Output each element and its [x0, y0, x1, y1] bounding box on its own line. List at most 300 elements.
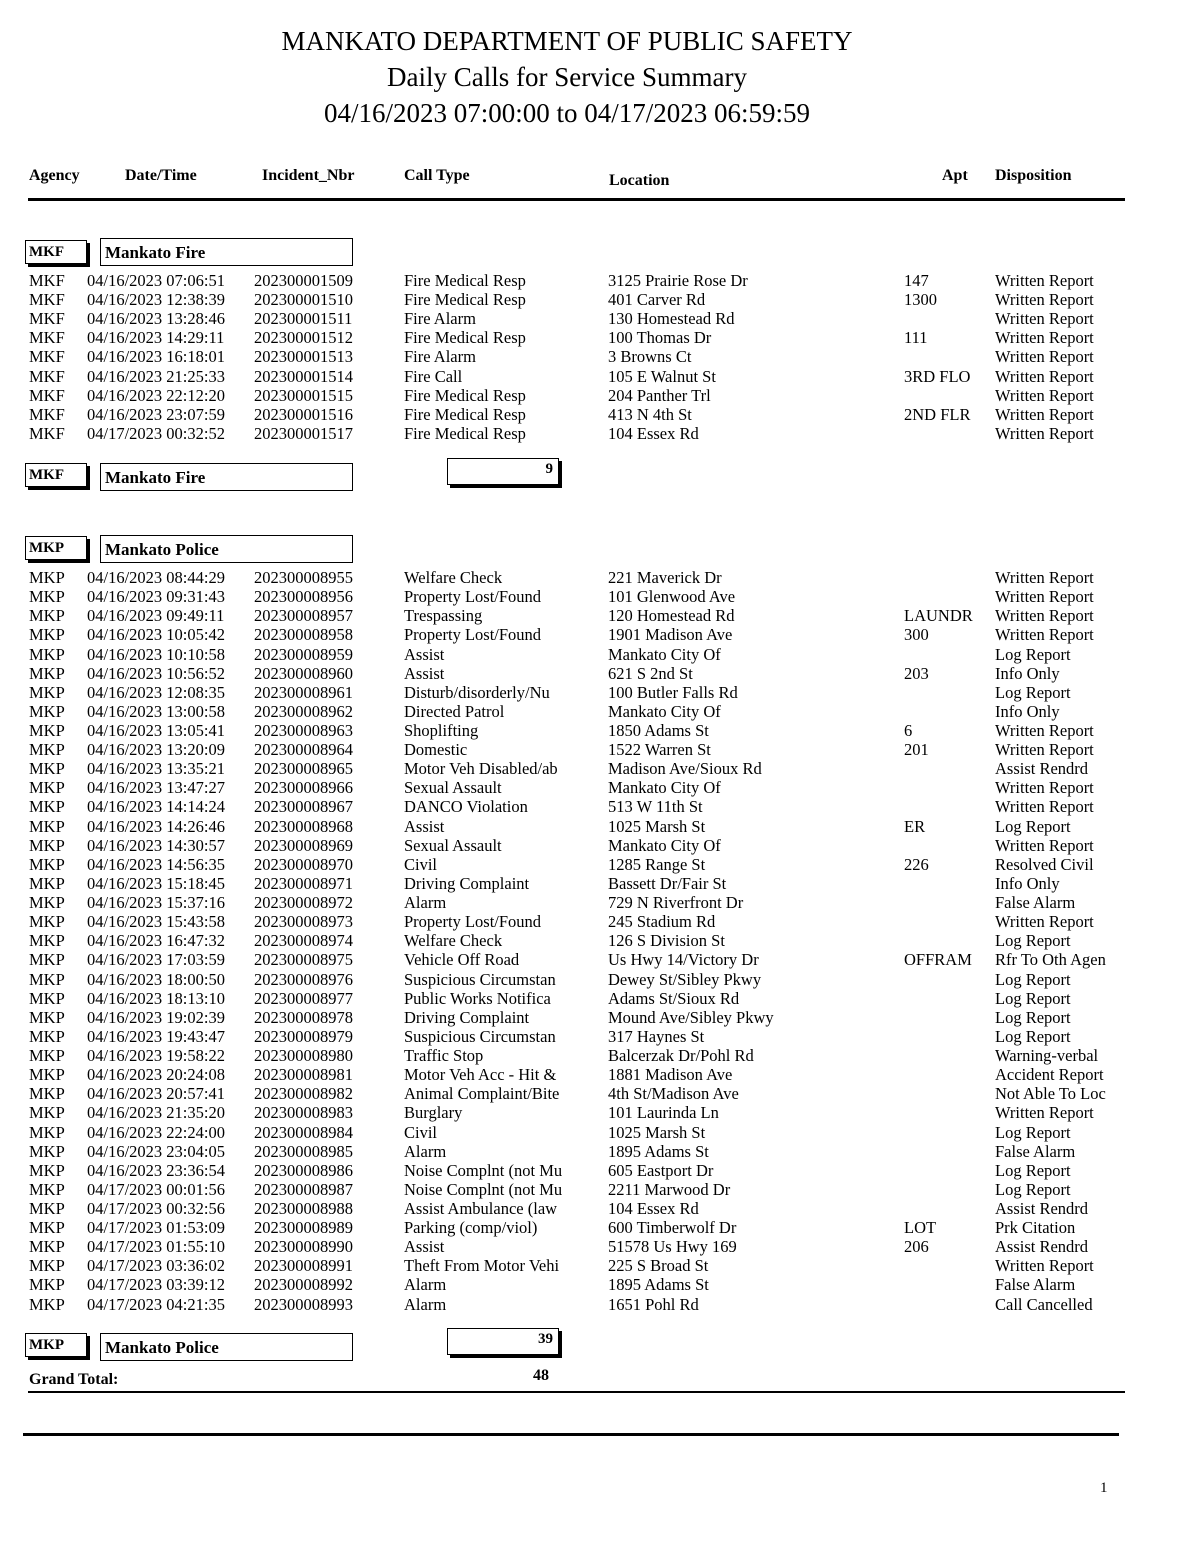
- fire-agency-name-box: Mankato Fire: [100, 238, 353, 266]
- calltype-cell: Suspicious Circumstan: [404, 969, 556, 989]
- incident-cell: 202300008993: [254, 1294, 353, 1314]
- calltype-cell: Welfare Check: [404, 931, 503, 951]
- col-apt-header: Apt: [942, 167, 968, 184]
- location-cell: 729 N Riverfront Dr: [608, 893, 744, 912]
- calltype-cell: Motor Veh Acc - Hit &: [404, 1065, 557, 1085]
- agency-cell: MKF: [29, 271, 65, 290]
- calltype-cell: Assist: [404, 663, 445, 683]
- calltype-cell: Motor Veh Disabled/ab: [404, 759, 558, 779]
- location-cell: 3125 Prairie Rose Dr: [608, 271, 748, 290]
- agency-cell: MKP: [29, 759, 65, 779]
- incident-cell: 202300001515: [254, 385, 353, 405]
- location-cell: 3 Browns Ct: [608, 347, 692, 367]
- apt-cell: 3RD FLO: [904, 366, 971, 386]
- table-row: [0, 1256, 1130, 1275]
- fire-count-box: 9: [447, 458, 559, 485]
- datetime-cell: 04/16/2023 18:13:10: [87, 988, 225, 1008]
- datetime-cell: 04/16/2023 13:35:21: [87, 759, 225, 779]
- incident-cell: 202300008969: [254, 835, 353, 855]
- location-cell: Dewey St/Sibley Pkwy: [608, 969, 762, 989]
- apt-cell: 6: [904, 721, 913, 740]
- disposition-cell: Log Report: [995, 682, 1071, 702]
- incident-cell: 202300008974: [254, 931, 353, 951]
- agency-cell: MKP: [29, 950, 65, 970]
- location-cell: 401 Carver Rd: [608, 290, 706, 310]
- incident-cell: 202300001516: [254, 404, 353, 424]
- disposition-cell: Prk Citation: [995, 1218, 1076, 1238]
- disposition-cell: Assist Rendrd: [995, 1237, 1089, 1257]
- table-row: [0, 950, 1130, 969]
- agency-cell: MKP: [29, 912, 65, 932]
- calltype-cell: Alarm: [404, 1275, 447, 1295]
- incident-cell: 202300008971: [254, 873, 353, 893]
- page-number: 1: [1100, 1480, 1108, 1496]
- table-row: [0, 1008, 1130, 1027]
- calltype-cell: Fire Medical Resp: [404, 404, 526, 424]
- datetime-cell: 04/16/2023 21:35:20: [87, 1103, 225, 1123]
- agency-cell: MKP: [29, 1007, 65, 1027]
- calltype-cell: Traffic Stop: [404, 1046, 484, 1065]
- disposition-cell: Log Report: [995, 988, 1071, 1008]
- location-cell: 4th St/Madison Ave: [608, 1084, 739, 1104]
- incident-cell: 202300008991: [254, 1256, 353, 1276]
- disposition-cell: Written Report: [995, 1103, 1094, 1123]
- calltype-cell: Civil: [404, 1122, 438, 1142]
- table-row: [0, 874, 1130, 893]
- agency-cell: MKF: [29, 328, 65, 348]
- agency-cell: MKF: [29, 385, 65, 405]
- apt-cell: 111: [904, 328, 928, 348]
- incident-cell: 202300008990: [254, 1237, 353, 1257]
- agency-cell: MKP: [29, 587, 65, 607]
- disposition-cell: Log Report: [995, 816, 1071, 836]
- incident-cell: 202300008992: [254, 1275, 353, 1295]
- datetime-cell: 04/16/2023 14:56:35: [87, 854, 225, 874]
- datetime-cell: 04/16/2023 20:24:08: [87, 1065, 225, 1085]
- table-row: [0, 989, 1130, 1008]
- calltype-cell: Fire Medical Resp: [404, 328, 526, 348]
- incident-cell: 202300001514: [254, 366, 353, 386]
- table-row: [0, 912, 1130, 931]
- datetime-cell: 04/16/2023 13:47:27: [87, 778, 225, 798]
- calltype-cell: Vehicle Off Road: [404, 950, 520, 970]
- col-calltype-header: Call Type: [404, 167, 470, 184]
- agency-cell: MKF: [29, 347, 65, 367]
- incident-cell: 202300008955: [254, 568, 353, 587]
- disposition-cell: Resolved Civil: [995, 854, 1094, 874]
- disposition-cell: Info Only: [995, 873, 1060, 893]
- disposition-cell: Written Report: [995, 912, 1094, 932]
- disposition-cell: Rfr To Oth Agen: [995, 950, 1106, 970]
- table-row: [0, 759, 1130, 778]
- agency-cell: MKP: [29, 778, 65, 798]
- disposition-cell: Written Report: [995, 271, 1094, 290]
- table-row: [0, 721, 1130, 740]
- disposition-cell: Log Report: [995, 969, 1071, 989]
- apt-cell: 201: [904, 740, 929, 760]
- incident-cell: 202300008976: [254, 969, 353, 989]
- table-row: [0, 1103, 1130, 1122]
- datetime-cell: 04/17/2023 01:55:10: [87, 1237, 225, 1257]
- datetime-cell: 04/16/2023 14:26:46: [87, 816, 225, 836]
- incident-cell: 202300001509: [254, 271, 353, 290]
- location-cell: 221 Maverick Dr: [608, 568, 722, 587]
- datetime-cell: 04/16/2023 22:12:20: [87, 385, 225, 405]
- incident-cell: 202300008980: [254, 1046, 353, 1065]
- calltype-cell: Fire Alarm: [404, 309, 476, 329]
- table-row: [0, 855, 1130, 874]
- disposition-cell: Log Report: [995, 1026, 1071, 1046]
- datetime-cell: 04/16/2023 13:00:58: [87, 701, 225, 721]
- fire-footer-code-box: MKF: [25, 463, 87, 487]
- location-cell: 101 Glenwood Ave: [608, 587, 736, 607]
- table-row: [0, 1084, 1130, 1103]
- calltype-cell: Sexual Assault: [404, 835, 502, 855]
- incident-cell: 202300008989: [254, 1218, 353, 1238]
- apt-cell: ER: [904, 816, 926, 836]
- agency-cell: MKP: [29, 1122, 65, 1142]
- disposition-cell: Info Only: [995, 701, 1060, 721]
- apt-cell: 2ND FLR: [904, 404, 971, 424]
- disposition-cell: Log Report: [995, 1160, 1071, 1180]
- calltype-cell: Civil: [404, 854, 438, 874]
- incident-cell: 202300008962: [254, 701, 353, 721]
- incident-cell: 202300008975: [254, 950, 353, 970]
- calltype-cell: Animal Complaint/Bite: [404, 1084, 560, 1104]
- report-date-range: 04/16/2023 07:00:00 to 04/17/2023 06:59:59: [323, 98, 810, 128]
- disposition-cell: Written Report: [995, 309, 1094, 329]
- calltype-cell: Driving Complaint: [404, 1007, 530, 1027]
- agency-cell: MKP: [29, 1179, 65, 1199]
- location-cell: 1651 Pohl Rd: [608, 1294, 699, 1314]
- police-agency-code-box: MKP: [25, 536, 87, 560]
- calltype-cell: Fire Medical Resp: [404, 290, 526, 310]
- incident-cell: 202300008960: [254, 663, 353, 683]
- agency-cell: MKF: [29, 423, 65, 443]
- agency-cell: MKP: [29, 893, 65, 912]
- fire-agency-code-box: MKF: [25, 240, 87, 264]
- datetime-cell: 04/16/2023 15:18:45: [87, 873, 225, 893]
- location-cell: 600 Timberwolf Dr: [608, 1218, 737, 1238]
- grand-total-value: 48: [533, 1367, 549, 1384]
- incident-cell: 202300008968: [254, 816, 353, 836]
- calltype-cell: Fire Medical Resp: [404, 385, 526, 405]
- agency-cell: MKP: [29, 644, 65, 664]
- location-cell: 105 E Walnut St: [608, 366, 716, 386]
- table-row: [0, 367, 1130, 386]
- calltype-cell: Noise Complnt (not Mu: [404, 1160, 563, 1180]
- grand-total-rule: [28, 1391, 1125, 1393]
- agency-cell: MKP: [29, 797, 65, 817]
- agency-cell: MKP: [29, 1256, 65, 1276]
- disposition-cell: Written Report: [995, 404, 1094, 424]
- incident-cell: 202300008957: [254, 606, 353, 626]
- agency-cell: MKP: [29, 1275, 65, 1295]
- agency-cell: MKF: [29, 290, 65, 310]
- calltype-cell: Theft From Motor Vehi: [404, 1256, 560, 1276]
- agency-cell: MKP: [29, 931, 65, 951]
- incident-cell: 202300008972: [254, 893, 353, 912]
- agency-cell: MKP: [29, 854, 65, 874]
- datetime-cell: 04/16/2023 12:08:35: [87, 682, 225, 702]
- disposition-cell: False Alarm: [995, 1275, 1076, 1295]
- location-cell: 126 S Division St: [608, 931, 725, 951]
- location-cell: 101 Laurinda Ln: [608, 1103, 719, 1123]
- disposition-cell: Accident Report: [995, 1065, 1104, 1085]
- agency-cell: MKP: [29, 1084, 65, 1104]
- disposition-cell: Written Report: [995, 797, 1094, 817]
- apt-cell: 226: [904, 854, 929, 874]
- location-cell: 245 Stadium Rd: [608, 912, 716, 932]
- agency-cell: MKP: [29, 682, 65, 702]
- location-cell: 104 Essex Rd: [608, 423, 699, 443]
- datetime-cell: 04/16/2023 13:28:46: [87, 309, 225, 329]
- datetime-cell: 04/16/2023 12:38:39: [87, 290, 225, 310]
- agency-cell: MKP: [29, 1294, 65, 1314]
- agency-cell: MKF: [29, 366, 65, 386]
- table-row: [0, 1218, 1130, 1237]
- grand-total-label: Grand Total:: [29, 1371, 119, 1388]
- col-location-header: Location: [609, 172, 670, 189]
- table-row: [0, 645, 1130, 664]
- incident-cell: 202300008988: [254, 1199, 353, 1218]
- agency-cell: MKP: [29, 721, 65, 740]
- col-incident-header: Incident_Nbr: [262, 167, 355, 184]
- incident-cell: 202300001511: [254, 309, 353, 329]
- agency-cell: MKP: [29, 816, 65, 836]
- calltype-cell: Trespassing: [404, 606, 483, 626]
- apt-cell: OFFRAM: [904, 950, 972, 970]
- agency-cell: MKP: [29, 663, 65, 683]
- location-cell: 104 Essex Rd: [608, 1199, 699, 1218]
- table-row: [0, 1161, 1130, 1180]
- table-row: [0, 309, 1130, 328]
- location-cell: 1895 Adams St: [608, 1275, 709, 1295]
- table-row: [0, 271, 1130, 290]
- table-row: [0, 1275, 1130, 1294]
- incident-cell: 202300008979: [254, 1026, 353, 1046]
- disposition-cell: Log Report: [995, 644, 1071, 664]
- datetime-cell: 04/16/2023 19:58:22: [87, 1046, 225, 1065]
- datetime-cell: 04/17/2023 01:53:09: [87, 1218, 225, 1238]
- datetime-cell: 04/16/2023 15:37:16: [87, 893, 225, 912]
- location-cell: Mankato City Of: [608, 701, 721, 721]
- table-row: [0, 683, 1130, 702]
- location-cell: Mankato City Of: [608, 778, 721, 798]
- calltype-cell: Parking (comp/viol): [404, 1218, 538, 1238]
- incident-cell: 202300008982: [254, 1084, 353, 1104]
- datetime-cell: 04/17/2023 00:01:56: [87, 1179, 225, 1199]
- datetime-cell: 04/16/2023 14:29:11: [87, 328, 225, 348]
- apt-cell: 147: [904, 271, 929, 290]
- table-row: [0, 386, 1130, 405]
- incident-cell: 202300001512: [254, 328, 353, 348]
- incident-cell: 202300008986: [254, 1160, 353, 1180]
- datetime-cell: 04/16/2023 21:25:33: [87, 366, 225, 386]
- disposition-cell: Written Report: [995, 423, 1094, 443]
- table-row: [0, 424, 1130, 443]
- datetime-cell: 04/16/2023 20:57:41: [87, 1084, 225, 1104]
- datetime-cell: 04/16/2023 15:43:58: [87, 912, 225, 932]
- location-cell: 1850 Adams St: [608, 721, 709, 740]
- agency-cell: MKP: [29, 1065, 65, 1085]
- datetime-cell: 04/16/2023 23:07:59: [87, 404, 225, 424]
- disposition-cell: Assist Rendrd: [995, 1199, 1089, 1218]
- table-row: [0, 568, 1130, 587]
- table-row: [0, 328, 1130, 347]
- calltype-cell: Property Lost/Found: [404, 625, 542, 645]
- table-row: [0, 702, 1130, 721]
- datetime-cell: 04/17/2023 03:36:02: [87, 1256, 225, 1276]
- police-agency-name-box: Mankato Police: [100, 535, 353, 563]
- disposition-cell: Warning-verbal: [995, 1046, 1099, 1065]
- calltype-cell: DANCO Violation: [404, 797, 528, 817]
- disposition-cell: Written Report: [995, 587, 1094, 607]
- datetime-cell: 04/16/2023 10:05:42: [87, 625, 225, 645]
- disposition-cell: Written Report: [995, 740, 1094, 760]
- col-datetime-header: Date/Time: [125, 167, 197, 184]
- calltype-cell: Alarm: [404, 1141, 447, 1161]
- page-bottom-rule: [23, 1433, 1119, 1436]
- table-row: [0, 625, 1130, 644]
- location-cell: 2211 Marwood Dr: [608, 1179, 731, 1199]
- incident-cell: 202300008965: [254, 759, 353, 779]
- location-cell: Mankato City Of: [608, 835, 721, 855]
- calltype-cell: Fire Medical Resp: [404, 423, 526, 443]
- datetime-cell: 04/16/2023 09:49:11: [87, 606, 225, 626]
- datetime-cell: 04/16/2023 10:10:58: [87, 644, 225, 664]
- agency-cell: MKP: [29, 873, 65, 893]
- calltype-cell: Public Works Notifica: [404, 988, 551, 1008]
- agency-cell: MKP: [29, 969, 65, 989]
- police-footer-code-box: MKP: [25, 1333, 87, 1357]
- report-title: MANKATO DEPARTMENT OF PUBLIC SAFETY: [281, 26, 853, 56]
- datetime-cell: 04/16/2023 18:00:50: [87, 969, 225, 989]
- calltype-cell: Fire Call: [404, 366, 463, 386]
- disposition-cell: Written Report: [995, 347, 1094, 367]
- datetime-cell: 04/16/2023 23:04:05: [87, 1141, 225, 1161]
- table-row: [0, 1295, 1130, 1314]
- disposition-cell: Log Report: [995, 931, 1071, 951]
- disposition-cell: Written Report: [995, 721, 1094, 740]
- table-row: [0, 931, 1130, 950]
- location-cell: Madison Ave/Sioux Rd: [608, 759, 762, 779]
- incident-cell: 202300008978: [254, 1007, 353, 1027]
- agency-cell: MKP: [29, 988, 65, 1008]
- location-cell: Bassett Dr/Fair St: [608, 873, 727, 893]
- table-row: [0, 347, 1130, 366]
- calltype-cell: Noise Complnt (not Mu: [404, 1179, 563, 1199]
- location-cell: 1285 Range St: [608, 854, 706, 874]
- disposition-cell: Log Report: [995, 1007, 1071, 1027]
- disposition-cell: False Alarm: [995, 1141, 1076, 1161]
- agency-cell: MKP: [29, 606, 65, 626]
- datetime-cell: 04/16/2023 09:31:43: [87, 587, 225, 607]
- location-cell: Us Hwy 14/Victory Dr: [608, 950, 759, 970]
- disposition-cell: Written Report: [995, 606, 1094, 626]
- disposition-cell: Log Report: [995, 1179, 1071, 1199]
- datetime-cell: 04/16/2023 13:20:09: [87, 740, 225, 760]
- calltype-cell: Assist Ambulance (law: [404, 1199, 558, 1218]
- calltype-cell: Alarm: [404, 1294, 447, 1314]
- disposition-cell: Written Report: [995, 625, 1094, 645]
- incident-cell: 202300008958: [254, 625, 353, 645]
- apt-cell: 1300: [904, 290, 937, 310]
- location-cell: Mankato City Of: [608, 644, 721, 664]
- table-row: [0, 405, 1130, 424]
- disposition-cell: Written Report: [995, 778, 1094, 798]
- location-cell: 1881 Madison Ave: [608, 1065, 733, 1085]
- location-cell: 51578 Us Hwy 169: [608, 1237, 737, 1257]
- calltype-cell: Burglary: [404, 1103, 463, 1123]
- disposition-cell: Written Report: [995, 568, 1094, 587]
- location-cell: 605 Eastport Dr: [608, 1160, 714, 1180]
- police-count-box: 39: [447, 1328, 559, 1355]
- table-row: [0, 1065, 1130, 1084]
- disposition-cell: Written Report: [995, 1256, 1094, 1276]
- calltype-cell: Property Lost/Found: [404, 912, 542, 932]
- apt-cell: LOT: [904, 1218, 937, 1238]
- table-row: [0, 778, 1130, 797]
- agency-cell: MKP: [29, 568, 65, 587]
- agency-cell: MKP: [29, 1026, 65, 1046]
- incident-cell: 202300008981: [254, 1065, 353, 1085]
- agency-cell: MKP: [29, 625, 65, 645]
- datetime-cell: 04/16/2023 23:36:54: [87, 1160, 225, 1180]
- disposition-cell: False Alarm: [995, 893, 1076, 912]
- incident-cell: 202300008961: [254, 682, 353, 702]
- apt-cell: 300: [904, 625, 929, 645]
- location-cell: Adams St/Sioux Rd: [608, 988, 740, 1008]
- agency-cell: MKP: [29, 1046, 65, 1065]
- agency-cell: MKP: [29, 701, 65, 721]
- table-row: [0, 1180, 1130, 1199]
- incident-cell: 202300008959: [254, 644, 353, 664]
- disposition-cell: Info Only: [995, 663, 1060, 683]
- incident-cell: 202300008956: [254, 587, 353, 607]
- apt-cell: 206: [904, 1237, 929, 1257]
- report-subtitle: Daily Calls for Service Summary: [387, 62, 747, 92]
- apt-cell: LAUNDR: [904, 606, 973, 626]
- datetime-cell: 04/16/2023 19:02:39: [87, 1007, 225, 1027]
- calltype-cell: Sexual Assault: [404, 778, 502, 798]
- table-row: [0, 893, 1130, 912]
- location-cell: 413 N 4th St: [608, 404, 692, 424]
- datetime-cell: 04/16/2023 17:03:59: [87, 950, 225, 970]
- table-row: [0, 1199, 1130, 1218]
- col-agency-header: Agency: [29, 167, 80, 184]
- location-cell: 1901 Madison Ave: [608, 625, 733, 645]
- calltype-cell: Driving Complaint: [404, 873, 530, 893]
- location-cell: 100 Butler Falls Rd: [608, 682, 738, 702]
- datetime-cell: 04/17/2023 03:39:12: [87, 1275, 225, 1295]
- calltype-cell: Fire Medical Resp: [404, 271, 526, 290]
- agency-cell: MKP: [29, 1237, 65, 1257]
- location-cell: 130 Homestead Rd: [608, 309, 735, 329]
- location-cell: 1895 Adams St: [608, 1141, 709, 1161]
- location-cell: 1025 Marsh St: [608, 816, 706, 836]
- location-cell: 1025 Marsh St: [608, 1122, 706, 1142]
- agency-cell: MKP: [29, 835, 65, 855]
- location-cell: 621 S 2nd St: [608, 663, 693, 683]
- table-row: [0, 970, 1130, 989]
- calltype-cell: Suspicious Circumstan: [404, 1026, 556, 1046]
- calltype-cell: Assist: [404, 644, 445, 664]
- location-cell: Balcerzak Dr/Pohl Rd: [608, 1046, 754, 1065]
- datetime-cell: 04/16/2023 13:05:41: [87, 721, 225, 740]
- incident-cell: 202300001513: [254, 347, 353, 367]
- location-cell: 120 Homestead Rd: [608, 606, 735, 626]
